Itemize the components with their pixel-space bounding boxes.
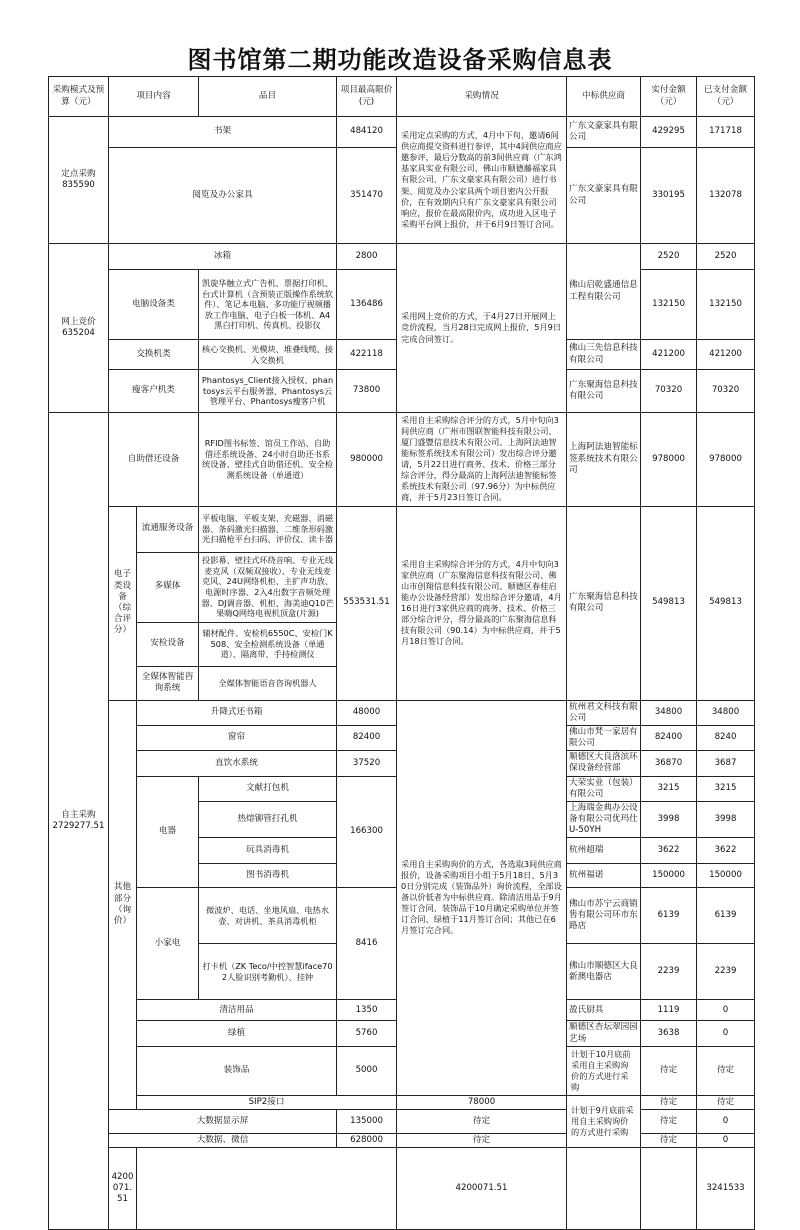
total-blank-cell xyxy=(137,1148,397,1229)
supplier-cell: 待定 xyxy=(641,1046,697,1095)
item-cell: 图书消毒机 xyxy=(199,864,337,888)
category-cell: 小家电 xyxy=(137,888,199,1000)
paid-cell: 421200 xyxy=(641,340,697,370)
paid-already-cell: 0 xyxy=(697,1134,755,1148)
paid-already-cell: 150000 xyxy=(697,864,755,888)
supplier-cell: 顺德区大良洛滨环保设备经营部 xyxy=(567,751,641,776)
max-price-cell: 78000 xyxy=(397,1095,567,1109)
max-price-cell: 135000 xyxy=(337,1110,397,1134)
procurement-table xyxy=(48,76,755,1230)
item-cell: 文献打包机 xyxy=(199,776,337,801)
paid-cell: 待定 xyxy=(697,1095,755,1109)
paid-cell: 3215 xyxy=(641,776,697,801)
paid-already-cell: 70320 xyxy=(697,370,755,413)
paid-already-cell: 0 xyxy=(697,1110,755,1134)
max-price-cell: 73800 xyxy=(337,370,397,413)
header-project: 项目内容 xyxy=(109,77,199,117)
paid-cell: 3998 xyxy=(641,801,697,838)
table-row xyxy=(49,700,755,725)
paid-cell: 3638 xyxy=(641,1021,697,1046)
table-row xyxy=(49,506,755,552)
item-cell: 打卡机（ZK Teco/中控智慧iface702人脸识别考勤机）、挂钟 xyxy=(199,944,337,1000)
paid-cell: 2520 xyxy=(641,244,697,270)
paid-cell: 2239 xyxy=(641,944,697,1000)
paid-already-cell: 3215 xyxy=(697,776,755,801)
item-cell: 绿植 xyxy=(137,1021,337,1046)
paid-cell: 429295 xyxy=(641,117,697,148)
total-budget-cell: 4200071.51 xyxy=(109,1148,137,1229)
table-row xyxy=(49,413,755,507)
supplier-cell: 待定 xyxy=(641,1095,697,1109)
supplier-cell: 广东文豪家具有限公司 xyxy=(567,117,641,148)
item-cell: 升降式还书箱 xyxy=(137,700,337,725)
supplier-cell: 大荣实业（包装）有限公司 xyxy=(567,776,641,801)
paid-already-cell: 6139 xyxy=(697,888,755,944)
supplier-cell: 杭州超瑞 xyxy=(567,838,641,864)
header-row xyxy=(49,77,755,117)
category-cell: 多媒体 xyxy=(137,552,199,622)
item-cell: 玩具消毒机 xyxy=(199,838,337,864)
supplier-cell: 上海瑞金典办公设备有限公司优玛仕U-50YH xyxy=(567,801,641,838)
max-price-cell: 1350 xyxy=(337,1000,397,1021)
table-row xyxy=(49,1095,755,1109)
supplier-cell: 佛山三先信息科技有限公司 xyxy=(567,340,641,370)
item-cell: Phantosys_Client接入授权、phantosys云平台服务器、Phantosys云管理平台、Phantosys瘦客户机 xyxy=(199,370,337,413)
category-cell: 安检设备 xyxy=(137,622,199,666)
item-cell: 阅览及办公家具 xyxy=(109,148,337,244)
header-mode: 采购模式及预算（元） xyxy=(49,77,109,117)
max-price-cell: 8416 xyxy=(337,888,397,1000)
max-price-cell: 351470 xyxy=(337,148,397,244)
paid-cell: 3622 xyxy=(641,838,697,864)
situation-cell: 采用自主采购综合评分的方式，4月中旬向3家供应商（广东聚海信息科技有限公司、佛山市创翔信息科技有限公司、顺德区春桂启能办公设备经营部）发出综合评分邀请，4月16日进行3家供应商的商务、技术、价格三部分综合评分，得分最高的广东聚海信息科技有限公司（90.14）为中标供应商，并于5月18日签订合同。 xyxy=(397,506,567,700)
supplier-cell: 广东聚海信息科技有限公司 xyxy=(567,370,641,413)
mode-cell: 定点采购 835590 xyxy=(49,117,109,244)
paid-cell: 1119 xyxy=(641,1000,697,1021)
max-price-cell: 553531.51 xyxy=(337,506,397,700)
max-price-cell: 82400 xyxy=(337,725,397,750)
project-cell: 其他部分（询价） xyxy=(109,700,137,1110)
supplier-cell: 上海阿法迪智能标签系统技术有限公司 xyxy=(567,413,641,507)
item-cell: 辅材配件、安检机6550C、安检门K508、安全检测系统设备（单通道）、隔离带、手持检测仪 xyxy=(199,622,337,666)
total-max-price-cell: 4200071.51 xyxy=(397,1148,567,1229)
header-max-price: 项目最高限价(元) xyxy=(337,77,397,117)
totals-row xyxy=(49,1148,755,1229)
item-cell: 装饰品 xyxy=(137,1046,337,1095)
header-paid-already: 已支付金额（元） xyxy=(697,77,755,117)
paid-already-cell: 549813 xyxy=(697,506,755,700)
paid-already-cell: 421200 xyxy=(697,340,755,370)
paid-already-cell: 132078 xyxy=(697,148,755,244)
item-cell: 投影幕、壁挂式环绕音响、专业无线麦克风（双频双接收）、专业无线麦克风、24U网络机柜、主扩声功放、电源时序器、2入4出数字音频处理器、DJ调音器、机柜、海美迪Q10芒果嗨Q网络电视机顶盒(片源) xyxy=(199,552,337,622)
supplier-cell: 杭州君文科技有限公司 xyxy=(567,700,641,725)
paid-already-cell: 2239 xyxy=(697,944,755,1000)
paid-already-cell: 0 xyxy=(697,1021,755,1046)
item-cell: 核心交换机、光模块、堆叠线缆、接入交换机 xyxy=(199,340,337,370)
header-situation: 采购情况 xyxy=(397,77,567,117)
category-cell: 全媒体智能咨询系统 xyxy=(137,666,199,700)
max-price-cell: 422118 xyxy=(337,340,397,370)
project-cell: 电脑设备类 xyxy=(109,270,199,340)
situation-cell: 计划于9月底前采用自主采购询价的方式进行采购 xyxy=(567,1095,641,1147)
header-paid: 实付金额（元） xyxy=(641,77,697,117)
page-title: 图书馆第二期功能改造设备采购信息表 xyxy=(187,45,613,74)
category-cell: 流通服务设备 xyxy=(137,506,199,552)
item-cell: 大数据显示屏 xyxy=(109,1110,337,1134)
mode-cell: 自主采购 2729277.51 xyxy=(49,413,109,1230)
paid-already-cell: 0 xyxy=(697,1000,755,1021)
item-cell: RFID图书标签、馆员工作站、自助借还系统设备、24小时自助还书系统设备、壁挂式自助借还机、安全检测系统设备（单通道） xyxy=(199,413,337,507)
item-cell: 平板电脑、平板支架、充磁器、消磁器、条码激光扫描器、二维条形码激光扫描枪平台扫码、评价仪、读卡器 xyxy=(199,506,337,552)
max-price-cell: 48000 xyxy=(337,700,397,725)
situation-cell: 计划于10月底前采用自主采购询价的方式进行采购 xyxy=(567,1046,641,1095)
project-cell: 交换机类 xyxy=(109,340,199,370)
header-supplier: 中标供应商 xyxy=(567,77,641,117)
max-price-cell: 5760 xyxy=(337,1021,397,1046)
mode-cell: 网上竞价 635204 xyxy=(49,244,109,413)
paid-cell: 待定 xyxy=(641,1134,697,1148)
paid-cell: 82400 xyxy=(641,725,697,750)
supplier-cell: 杭州福诺 xyxy=(567,864,641,888)
max-price-cell: 980000 xyxy=(337,413,397,507)
max-price-cell: 37520 xyxy=(337,751,397,776)
item-cell: 热熔铆管打孔机 xyxy=(199,801,337,838)
paid-cell: 549813 xyxy=(641,506,697,700)
paid-cell: 6139 xyxy=(641,888,697,944)
item-cell: 微波炉、电话、坐地风扇、电热水壶、对讲机、茶具消毒机柜 xyxy=(199,888,337,944)
paid-cell: 34800 xyxy=(641,700,697,725)
situation-cell: 采用自主采购询价的方式，各选取3间供应商报价，设备采购项目小组于5月18日、5月30日分别完成（装饰品外）询价流程，全部设备以价低者为中标供应商。除清洁用品于9月签订合同、装饰品于10月确定采购单位并签订合同、绿植于11月签订合同；其他已在6月签订完合同。 xyxy=(397,700,567,1095)
item-cell: 清洁用品 xyxy=(137,1000,337,1021)
max-price-cell: 484120 xyxy=(337,117,397,148)
paid-cell: 978000 xyxy=(641,413,697,507)
project-cell: 冰箱 xyxy=(109,244,337,270)
supplier-cell: 待定 xyxy=(397,1134,567,1148)
total-blank-cell xyxy=(567,1148,641,1229)
supplier-cell: 广东聚海信息科技有限公司 xyxy=(567,506,641,700)
header-item: 品目 xyxy=(199,77,337,117)
paid-cell: 150000 xyxy=(641,864,697,888)
paid-already-cell: 132150 xyxy=(697,270,755,340)
supplier-cell: 顺德区杏坛翠园园艺场 xyxy=(567,1021,641,1046)
paid-cell: 70320 xyxy=(641,370,697,413)
paid-already-cell: 171718 xyxy=(697,117,755,148)
item-cell: 全媒体智能语音咨询机器人 xyxy=(199,666,337,700)
paid-cell: 330195 xyxy=(641,148,697,244)
supplier-cell: 佛山市梵一家居有限公司 xyxy=(567,725,641,750)
supplier-cell: 盈氏厨具 xyxy=(567,1000,641,1021)
supplier-cell: 佛山市顺德区大良新澳电器店 xyxy=(567,944,641,1000)
category-cell: 电器 xyxy=(137,776,199,888)
paid-cell: 待定 xyxy=(697,1046,755,1095)
max-price-cell: 2800 xyxy=(337,244,397,270)
project-cell: 自助借还设备 xyxy=(109,413,199,507)
table-row xyxy=(49,1110,755,1134)
supplier-cell: 佛山市苏宁云商销售有限公司环市东路店 xyxy=(567,888,641,944)
paid-cell: 36870 xyxy=(641,751,697,776)
total-paid-cell: 3241533 xyxy=(697,1148,755,1229)
max-price-cell: 166300 xyxy=(337,776,397,888)
supplier-cell: 佛山启乾盛通信息工程有限公司 xyxy=(567,244,641,340)
table-row xyxy=(49,117,755,148)
max-price-cell: 136486 xyxy=(337,270,397,340)
total-blank-cell xyxy=(641,1148,697,1229)
item-cell: 直饮水系统 xyxy=(137,751,337,776)
situation-cell: 采用自主采购综合评分的方式，5月中旬向3间供应商（广州市图联智能科技有限公司、厦门盛豐信息技术有限公司、上海阿法迪智能标签系统技术有限公司）发出综合评分邀请，5月22日进行商务、技术、价格三部分综合评分，得分最高的上海阿法迪智能标签系统技术有限公司（97.96分）为中标供应商，并于5月23日签订合同。 xyxy=(397,413,567,507)
paid-already-cell: 978000 xyxy=(697,413,755,507)
paid-cell: 132150 xyxy=(641,270,697,340)
item-cell: 凯旋华触立式广告机、票据打印机、台式计算机（含预装正版操作系统软件）、笔记本电脑、多功能厅视频播放工作电脑、电子白板一体机、A4黑白打印机、传真机、投影仪 xyxy=(199,270,337,340)
max-price-cell: 5000 xyxy=(337,1046,397,1095)
item-cell: SIP2接口 xyxy=(137,1095,397,1109)
item-cell: 大数据、微信 xyxy=(109,1134,337,1148)
paid-cell: 待定 xyxy=(641,1110,697,1134)
paid-already-cell: 2520 xyxy=(697,244,755,270)
supplier-cell: 待定 xyxy=(397,1110,567,1134)
paid-already-cell: 3998 xyxy=(697,801,755,838)
table-row xyxy=(49,1134,755,1148)
max-price-cell: 628000 xyxy=(337,1134,397,1148)
paid-already-cell: 3622 xyxy=(697,838,755,864)
situation-cell: 采用定点采购的方式，4月中下旬，邀请6间供应商提交资料进行参评，其中4间供应商应邀参评，最后分数高的前3间供应商（广东鸿基家具实业有限公司、佛山市顺德藤福家具有限公司、广东文豪家具有限公司）进行书架、阅览及办公家具两个项目密内公开报价，在有效期内只有广东文豪家具有限公司响应，报价在最高限价内，成功进入区电子采购平台网上报价，并于6月9日签订合同。 xyxy=(397,117,567,244)
item-cell: 书架 xyxy=(109,117,337,148)
paid-already-cell: 3687 xyxy=(697,751,755,776)
paid-already-cell: 34800 xyxy=(697,700,755,725)
situation-cell: 采用网上竞价的方式，于4月27日开展网上竞价流程，当月28日完成网上报价，5月9日完成合同签订。 xyxy=(397,244,567,413)
project-cell: 电子类设备（综合评分） xyxy=(109,506,137,700)
table-row xyxy=(49,244,755,270)
project-cell: 瘦客户机类 xyxy=(109,370,199,413)
supplier-cell: 广东文豪家具有限公司 xyxy=(567,148,641,244)
item-cell: 窗帘 xyxy=(137,725,337,750)
paid-already-cell: 8240 xyxy=(697,725,755,750)
